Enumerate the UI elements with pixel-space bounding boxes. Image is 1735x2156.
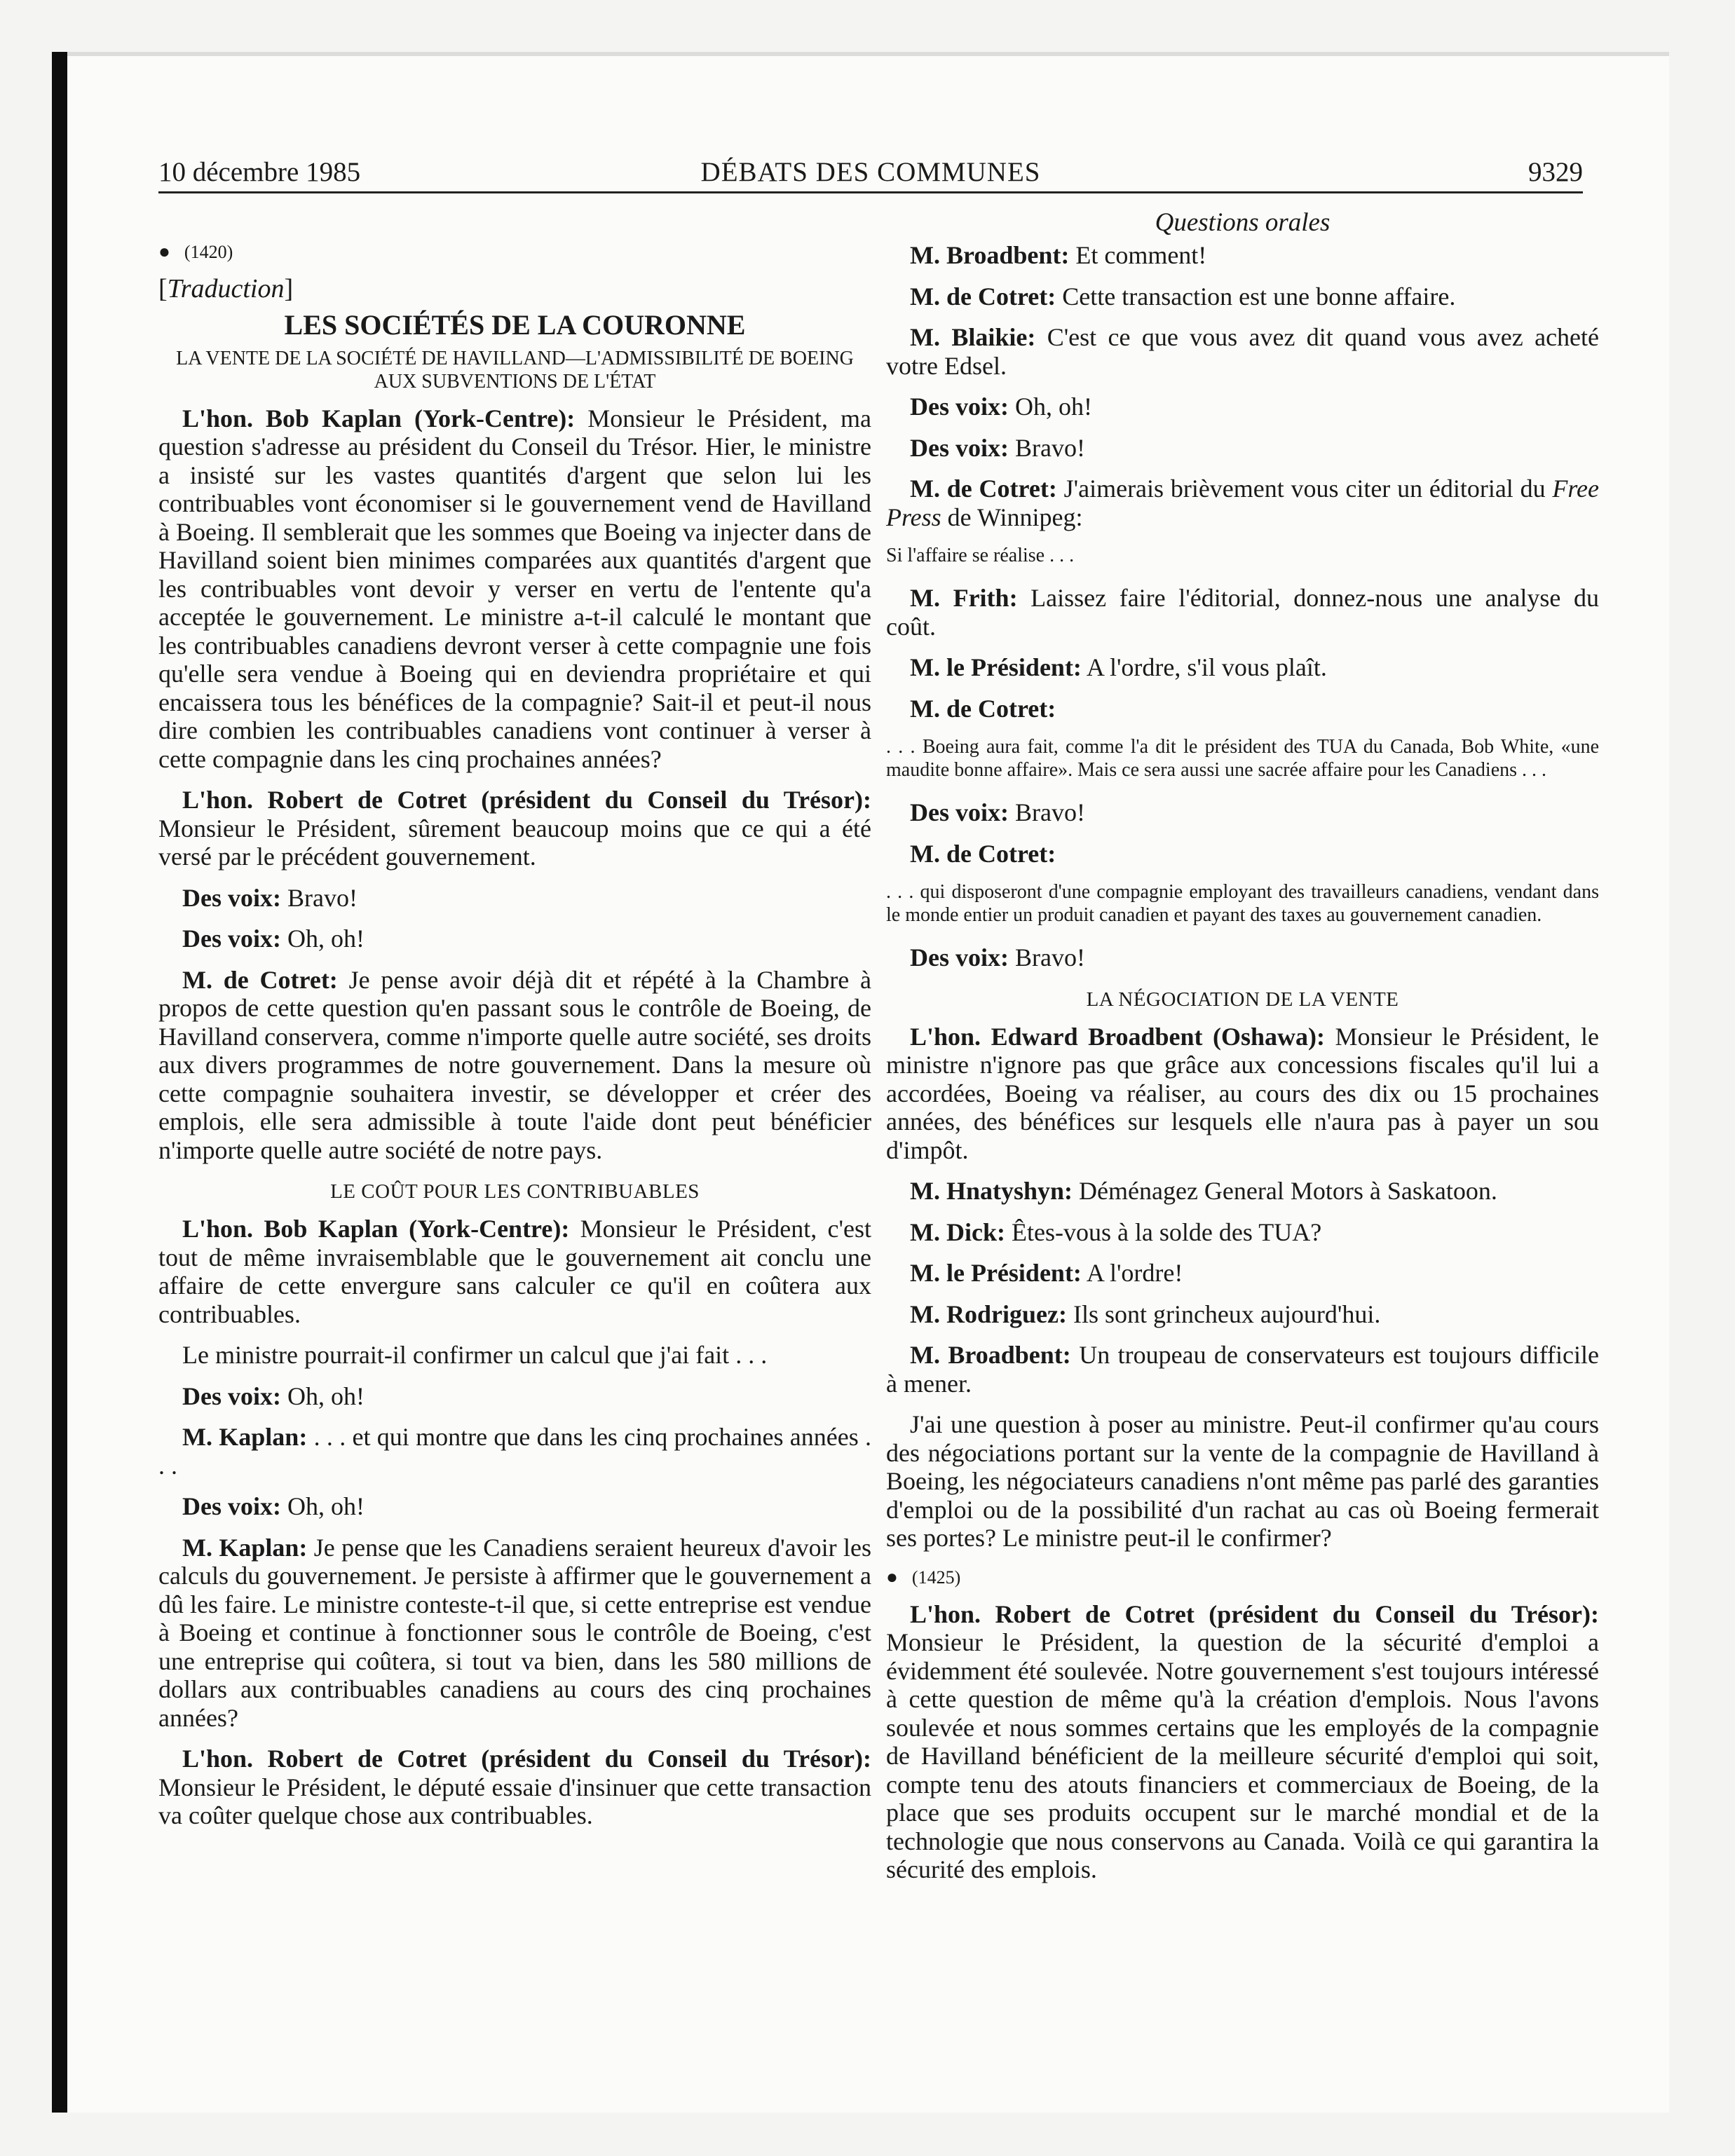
timestamp-1420: [158, 241, 871, 264]
rubric-oral-questions: Questions orales: [1155, 208, 1331, 237]
speech: Un troupeau de conservateurs est toujours difficile à mener.: [886, 1341, 1599, 1398]
speech: Monsieur le Président, le député essaie d'insinuer que cette transaction va coûter quelque chose aux contribuables.: [158, 1773, 871, 1829]
right-column: [886, 210, 1599, 1897]
intervention: [886, 1023, 1599, 1165]
speech: Monsieur le Président, sûrement beaucoup moins que ce qui a été versé par le précédent gouvernement.: [158, 814, 871, 871]
intervention: [158, 1423, 871, 1480]
speaker: M. de Cotret:: [910, 282, 1056, 311]
intervention: [886, 1341, 1599, 1398]
bullet-icon: ●: [886, 1566, 898, 1588]
intervention: [886, 241, 1599, 270]
speaker: L'hon. Robert de Cotret (président du Conseil du Trésor):: [910, 1599, 1599, 1628]
intervention: [886, 1218, 1599, 1247]
speaker: M. de Cotret:: [910, 694, 1056, 723]
subheading-negotiation: LA NÉGOCIATION DE LA VENTE: [1086, 988, 1399, 1011]
quotation: . . . Boeing aura fait, comme l'a dit le président des TUA du Canada, Bob White, «une maudite bonne affaire». Mais ce sera aussi une sacrée affaire pour les Canadiens . . .: [886, 736, 1599, 781]
speech-continuation: J'ai une question à poser au ministre. Peut-il confirmer qu'au cours des négociations portant sur la vente de la compagnie de Havilland à Boeing, les négociateurs canadiens n'ont même pas parlé des garanties d'emploi ou de la possibilité d'un rachat au cas où Boeing fermerait ses portes? Le ministre peut-il le confirmer?: [886, 1410, 1599, 1552]
intervention: [158, 966, 871, 1165]
intervention: [886, 282, 1599, 311]
timestamp-1425: [886, 1567, 1599, 1589]
quotation: . . . qui disposeront d'une compagnie employant des travailleurs canadiens, vendant dans le monde entier un produit canadien et payant des taxes au gouvernement canadien.: [886, 881, 1599, 926]
speaker: M. de Cotret:: [910, 475, 1057, 503]
speech: Oh, oh!: [280, 1381, 365, 1410]
speaker: M. Rodriguez:: [910, 1299, 1067, 1328]
speech: Oh, oh!: [280, 1492, 365, 1520]
speech: J'aimerais brièvement vous citer un éditorial du: [1056, 475, 1553, 503]
intervention: [158, 404, 871, 774]
speaker: Des voix:: [910, 798, 1009, 826]
scan-left-border: [52, 52, 67, 2113]
left-column: [158, 210, 871, 1843]
speech: A l'ordre!: [1081, 1259, 1183, 1287]
intervention: [886, 695, 1599, 723]
speaker: L'hon. Bob Kaplan (York-Centre):: [182, 1215, 570, 1243]
speaker: Des voix:: [910, 943, 1009, 971]
speech: Et comment!: [1069, 241, 1207, 269]
quotation: Si l'affaire se réalise . . .: [886, 545, 1075, 566]
speech: Oh, oh!: [1008, 393, 1092, 421]
intervention: [158, 1534, 871, 1733]
speaker: M. le Président:: [910, 653, 1082, 681]
speaker: M. de Cotret:: [910, 839, 1056, 868]
intervention: [158, 1745, 871, 1830]
speech: Bravo!: [280, 883, 358, 912]
speech: de Winnipeg:: [941, 503, 1083, 531]
intervention: [886, 1600, 1599, 1884]
header-page-number: 9329: [1528, 157, 1583, 187]
speaker: M. Blaikie:: [910, 323, 1036, 351]
intervention: [886, 1177, 1599, 1206]
speech-continuation: Le ministre pourrait-il confirmer un calcul que j'ai fait . . .: [182, 1341, 768, 1369]
speaker: M. le Président:: [910, 1259, 1082, 1287]
speaker: Des voix:: [182, 1381, 281, 1410]
speech: Bravo!: [1008, 943, 1085, 971]
intervention: [158, 884, 871, 913]
intervention: [886, 323, 1599, 380]
speaker: L'hon. Bob Kaplan (York-Centre):: [182, 404, 576, 432]
speech: Bravo!: [1008, 798, 1085, 826]
intervention: [886, 434, 1599, 463]
intervention: [886, 1300, 1599, 1329]
intervention: [886, 584, 1599, 641]
speech: Bravo!: [1008, 433, 1085, 462]
speaker: M. Hnatyshyn:: [910, 1177, 1073, 1205]
speech: Monsieur le Président, le ministre n'ignore pas que grâce aux concessions fiscales qu'il lui a accordées, Boeing va réaliser, au cours des dix ou 15 prochaines années, des bénéfices sur lesquels elle n'aura pas à payer un sou d'impôt.: [886, 1022, 1599, 1164]
intervention: [158, 1492, 871, 1521]
header-title: DÉBATS DES COMMUNES: [700, 157, 1041, 187]
intervention: [886, 840, 1599, 868]
translation-note-text: Traduction: [167, 274, 285, 303]
intervention: [886, 475, 1599, 531]
speaker: Des voix:: [182, 925, 281, 953]
speaker: Des voix:: [182, 883, 281, 912]
publication-title: Free Press: [886, 475, 1600, 531]
speaker: L'hon. Robert de Cotret (président du Conseil du Trésor):: [182, 786, 871, 814]
header-rule: [158, 191, 1583, 193]
speaker: Des voix:: [910, 433, 1009, 462]
speaker: M. Broadbent:: [910, 241, 1070, 269]
running-header: [158, 154, 1583, 191]
intervention: [886, 653, 1599, 682]
speaker: M. Dick:: [910, 1217, 1005, 1246]
speech: Monsieur le Président, c'est tout de même invraisemblable que le gouvernement ait conclu une affaire de cette envergure sans calculer ce qu'il en coûtera aux contribuables.: [158, 1215, 872, 1328]
section-title: LES SOCIÉTÉS DE LA COURONNE: [284, 308, 746, 341]
intervention: [158, 786, 871, 871]
speech: Ils sont grincheux aujourd'hui.: [1066, 1299, 1381, 1328]
speech: Êtes-vous à la solde des TUA?: [1005, 1217, 1322, 1246]
section-subtitle: LA VENTE DE LA SOCIÉTÉ DE HAVILLAND—L'ADMISSIBILITÉ DE BOEING AUX SUBVENTIONS DE L'ÉTAT: [176, 347, 854, 393]
subheading-cost: LE COÛT POUR LES CONTRIBUABLES: [330, 1180, 700, 1203]
intervention: [158, 1215, 871, 1328]
timestamp-text: (1420): [184, 242, 233, 262]
intervention: [886, 393, 1599, 421]
speech: Laissez faire l'éditorial, donnez-nous une analyse du coût.: [886, 584, 1599, 641]
speaker: Des voix:: [910, 393, 1009, 421]
speech: Monsieur le Président, ma question s'adresse au président du Conseil du Trésor. Hier, le ministre a insisté sur les vastes quantités d'argent que selon lui les contribuables vont économiser si le gouvernement vend de Havilland à Boeing. Il semblerait que les sommes que Boeing va injecter dans de Havilland soient bien minimes comparées aux quantités d'argent que les contribuables vont devoir y verser en vertu de l'entente qu'a acceptée le gouvernement. Le ministre a-t-il calculé le montant que les contribuables canadiens devront verser à cette compagnie une fois qu'elle sera vendue à Boeing qui en deviendra propriétaire et qui encaissera tous les bénéfices de la compagnie? Sait-il et peut-il nous dire combien les contribuables canadiens vont continuer à verser à cette compagnie dans les cinq prochaines années?: [158, 404, 871, 773]
intervention: [886, 943, 1599, 972]
speech: . . . et qui montre que dans les cinq prochaines années . . .: [158, 1423, 872, 1480]
intervention: [158, 1382, 871, 1411]
speaker: M. Broadbent:: [910, 1341, 1071, 1369]
speech: Oh, oh!: [280, 925, 365, 953]
intervention: [158, 925, 871, 953]
speech: Déménagez General Motors à Saskatoon.: [1073, 1177, 1497, 1205]
speech: Je pense avoir déjà dit et répété à la Chambre à propos de cette question qu'en passant sous le contrôle de Boeing, de Havilland conservera, comme n'importe quelle autre société, ses droits aux divers programmes de notre gouvernement. Dans la mesure où cette compagnie souhaitera investir, se développer et créer des emplois, elle sera admissible à toute l'aide dont peut bénéficier n'importe quelle autre société de notre pays.: [158, 965, 871, 1164]
translation-note: [Traduction]: [158, 274, 294, 303]
speaker: L'hon. Edward Broadbent (Oshawa):: [910, 1022, 1325, 1051]
speech: Monsieur le Président, la question de la sécurité d'emploi a évidemment été soulevée. Notre gouvernement s'est toujours intéressé à cette question de même qu'à la création d'emplois. Nous l'avons soulevée et nous sommes certains que les employés de la compagnie de Havilland bénéficient de la meilleure sécurité d'emploi qui soit, compte tenu des atouts financiers et commerciaux de Boeing, de la place que ses produits occupent sur le marché mondial et de la technologie que nous conservons au Canada. Voilà ce qui garantira la sécurité des emplois.: [886, 1628, 1599, 1883]
intervention: [886, 798, 1599, 827]
speech: Je pense que les Canadiens seraient heureux d'avoir les calculs du gouvernement. Je persiste à affirmer que le gouvernement a dû les faire. Le ministre conteste-t-il que, si cette entreprise est vendue à Boeing et continue à fonctionner sous le contrôle de Boeing, c'est une entreprise qui coûtera, si tout va bien, dans les 580 millions de dollars aux contribuables canadiens au cours des cinq prochaines années?: [158, 1533, 871, 1732]
speaker: Des voix:: [182, 1492, 281, 1520]
header-date: 10 décembre 1985: [158, 157, 361, 187]
speaker: M. Frith:: [910, 584, 1018, 612]
speech: A l'ordre, s'il vous plaît.: [1081, 653, 1327, 681]
speech: C'est ce que vous avez dit quand vous avez acheté votre Edsel.: [886, 323, 1600, 380]
speaker: M. Kaplan:: [182, 1533, 308, 1562]
speech: Cette transaction est une bonne affaire.: [1056, 282, 1456, 311]
intervention: [886, 1259, 1599, 1288]
speaker: L'hon. Robert de Cotret (président du Conseil du Trésor):: [182, 1745, 871, 1773]
bullet-icon: ●: [158, 241, 170, 263]
speaker: M. de Cotret:: [182, 965, 338, 994]
timestamp-text: (1425): [911, 1567, 961, 1588]
speaker: M. Kaplan:: [182, 1423, 308, 1451]
